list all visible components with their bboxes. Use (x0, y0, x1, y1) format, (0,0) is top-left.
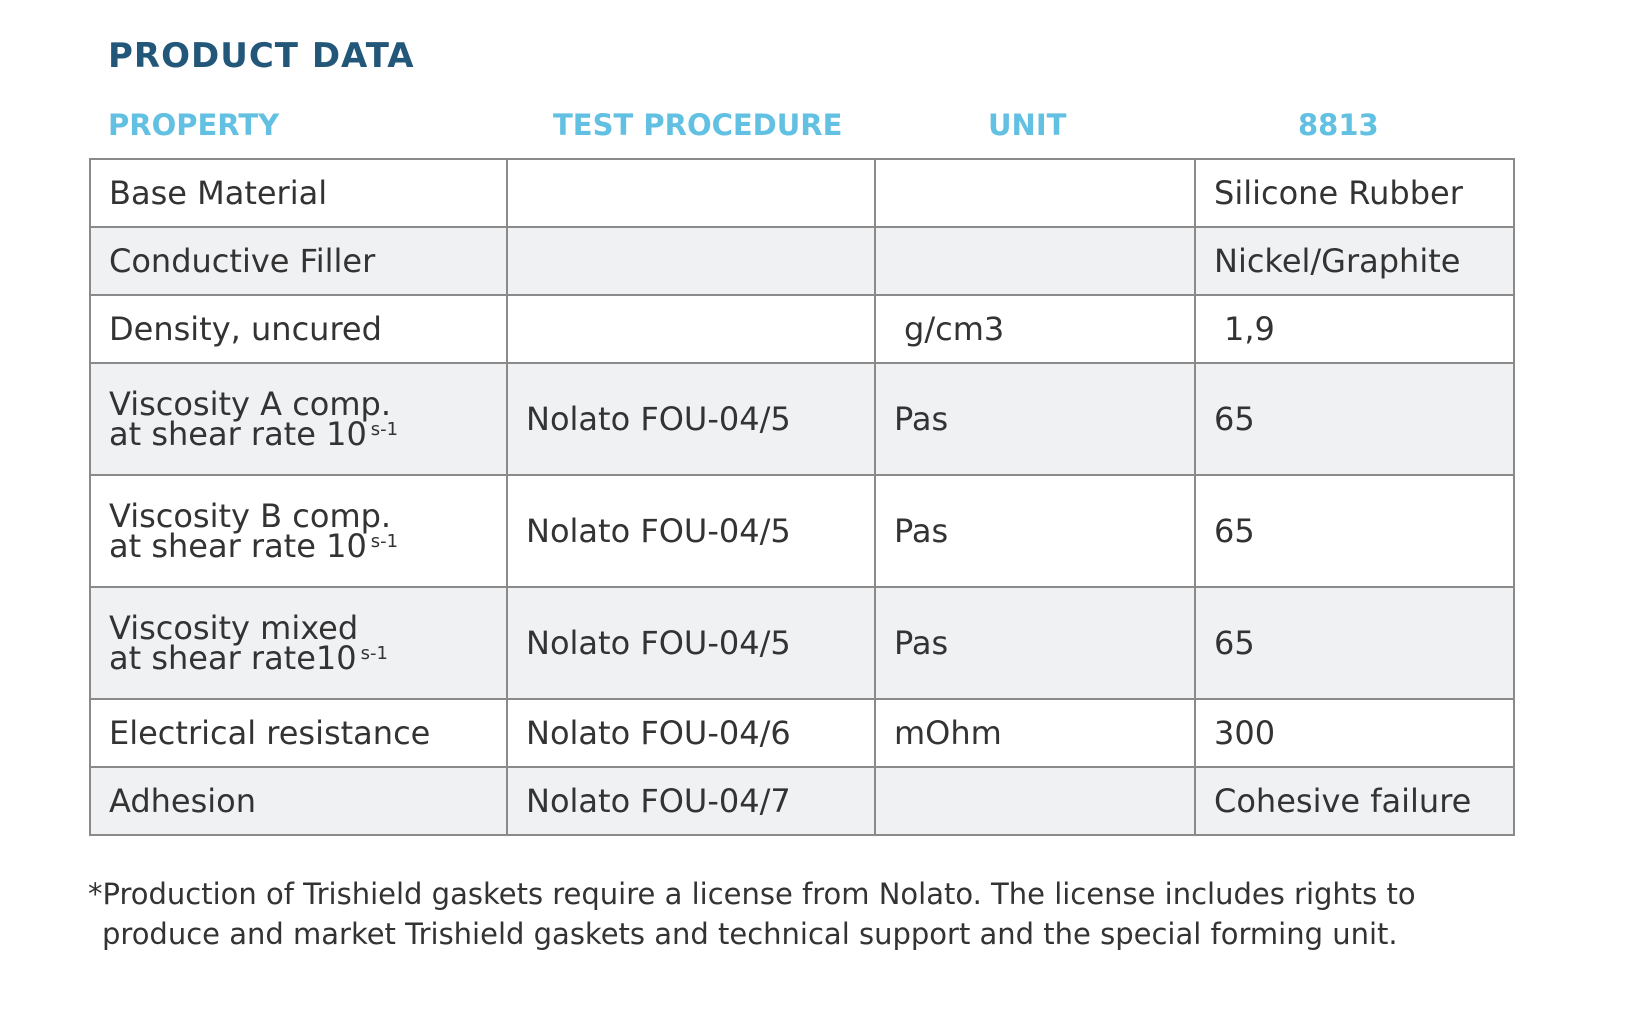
table-row (90, 363, 1514, 475)
superscript-unit: s-1 (370, 531, 399, 552)
cell-unit: Pas (875, 363, 1195, 475)
property-line-1: Viscosity B comp. (109, 497, 392, 535)
cell-test-procedure: Nolato FOU-04/7 (507, 767, 875, 835)
cell-value: 65 (1195, 475, 1514, 587)
cell-value: Silicone Rubber (1195, 159, 1514, 227)
cell-property: Conductive Filler (90, 227, 507, 295)
property-line-2-text: at shear rate 10 (109, 415, 367, 453)
footnote-line-2: produce and market Trishield gaskets and technical support and the special forming unit. (102, 917, 1398, 951)
cell-test-procedure (507, 227, 875, 295)
cell-value: 65 (1195, 363, 1514, 475)
page-title: PRODUCT DATA (108, 36, 415, 76)
cell-value: 300 (1195, 699, 1514, 767)
property-line-1: Viscosity A comp. (109, 385, 392, 423)
property-line-2 (109, 415, 488, 453)
cell-value: Cohesive failure (1195, 767, 1514, 835)
column-header-product-code: 8813 (1298, 108, 1379, 142)
cell-unit (875, 767, 1195, 835)
cell-property (90, 363, 507, 475)
cell-unit: Pas (875, 587, 1195, 699)
property-line-2-text: at shear rate10 (109, 639, 357, 677)
table-row (90, 295, 1514, 363)
cell-unit (875, 159, 1195, 227)
cell-property: Adhesion (90, 767, 507, 835)
cell-test-procedure: Nolato FOU-04/5 (507, 363, 875, 475)
cell-value: 65 (1195, 587, 1514, 699)
property-line-2 (109, 639, 488, 677)
cell-unit: mOhm (875, 699, 1195, 767)
property-line-2-text: at shear rate 10 (109, 527, 367, 565)
cell-value: 1,9 (1195, 295, 1514, 363)
column-headers (108, 108, 1488, 148)
table-row (90, 587, 1514, 699)
cell-property: Base Material (90, 159, 507, 227)
property-line-1: Viscosity mixed (109, 609, 359, 647)
table-row (90, 227, 1514, 295)
cell-property (90, 475, 507, 587)
property-line-2 (109, 527, 488, 565)
table-row (90, 767, 1514, 835)
cell-property (90, 587, 507, 699)
cell-property: Density, uncured (90, 295, 507, 363)
footnote-line-1: *Production of Trishield gaskets require a license from Nolato. The license includes rights to (88, 877, 1416, 911)
cell-test-procedure: Nolato FOU-04/5 (507, 475, 875, 587)
footnote (88, 874, 1416, 954)
cell-property: Electrical resistance (90, 699, 507, 767)
table-row (90, 475, 1514, 587)
superscript-unit: s-1 (370, 419, 399, 440)
cell-unit (875, 227, 1195, 295)
cell-test-procedure: Nolato FOU-04/5 (507, 587, 875, 699)
table-row (90, 699, 1514, 767)
cell-test-procedure (507, 295, 875, 363)
superscript-unit: s-1 (360, 643, 388, 664)
cell-test-procedure: Nolato FOU-04/6 (507, 699, 875, 767)
cell-test-procedure (507, 159, 875, 227)
cell-unit: g/cm3 (875, 295, 1195, 363)
product-data-table (89, 158, 1515, 836)
cell-unit: Pas (875, 475, 1195, 587)
column-header-test-procedure: TEST PROCEDURE (553, 108, 843, 142)
table-row (90, 159, 1514, 227)
column-header-unit: UNIT (988, 108, 1067, 142)
cell-value: Nickel/Graphite (1195, 227, 1514, 295)
column-header-property: PROPERTY (108, 108, 280, 142)
